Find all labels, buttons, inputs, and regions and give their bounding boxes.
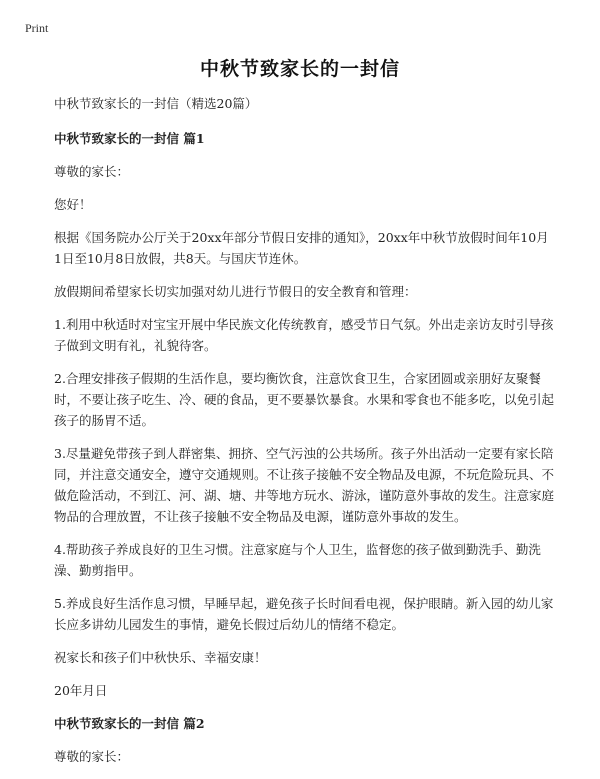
section-heading-1: 中秋节致家长的一封信 篇1	[54, 131, 205, 146]
paragraph: 放假期间希望家长切实加强对幼儿进行节假日的安全教育和管理：	[54, 284, 417, 299]
salutation: 尊敬的家长：	[54, 164, 130, 179]
document-subtitle: 中秋节致家长的一封信（精选20篇）	[54, 96, 258, 111]
page-title: 中秋节致家长的一封信	[199, 58, 400, 80]
section-heading-2: 中秋节致家长的一封信 篇2	[54, 716, 205, 731]
paragraph: 根据《国务院办公厅关于20xx年部分节假日安排的通知》，20xx年中秋节放假时间年10月1日至10月8日放假，共8天。与国庆节连休。	[54, 230, 549, 266]
closing-wish: 祝家长和孩子们中秋快乐、幸福安康！	[54, 650, 267, 665]
list-item: 2.合理安排孩子假期的生活作息，要均衡饮食，注意饮食卫生，合家团圆或亲朋好友聚餐时，不要让孩子吃生、冷、硬的食品，更不要暴饮暴食。水果和零食也不能多吃，以免引起孩子的肠胃不适。	[54, 371, 555, 428]
date-line: 20年月日	[54, 683, 108, 698]
print-link[interactable]: Print	[25, 21, 49, 35]
list-item: 4.帮助孩子养成良好的卫生习惯。注意家庭与个人卫生，监督您的孩子做到勤洗手、勤洗澡、勤剪指甲。	[54, 542, 541, 578]
greeting: 您好！	[54, 197, 92, 212]
list-item: 3.尽量避免带孩子到人群密集、拥挤、空气污浊的公共场所。孩子外出活动一定要有家长陪同，并注意交通安全，遵守交通规则。不让孩子接触不安全物品及电源，不玩危险玩具、不做危险活动，不到江、河、湖、塘、井等地方玩水、游泳，谨防意外事故的发生。注意家庭物品的合理放置，不让孩子接触不安全物品及电源，谨防意外事故的发生。	[54, 446, 555, 524]
list-item: 5.养成良好生活作息习惯，早睡早起，避免孩子长时间看电视，保护眼睛。新入园的幼儿家长应多讲幼儿园发生的事情，避免长假过后幼儿的情绪不稳定。	[54, 596, 554, 632]
document-body	[54, 93, 554, 779]
list-item: 1.利用中秋适时对宝宝开展中华民族文化传统教育，感受节日气氛。外出走亲访友时引导孩子做到文明有礼，礼貌待客。	[54, 317, 554, 353]
salutation: 尊敬的家长：	[54, 749, 130, 764]
